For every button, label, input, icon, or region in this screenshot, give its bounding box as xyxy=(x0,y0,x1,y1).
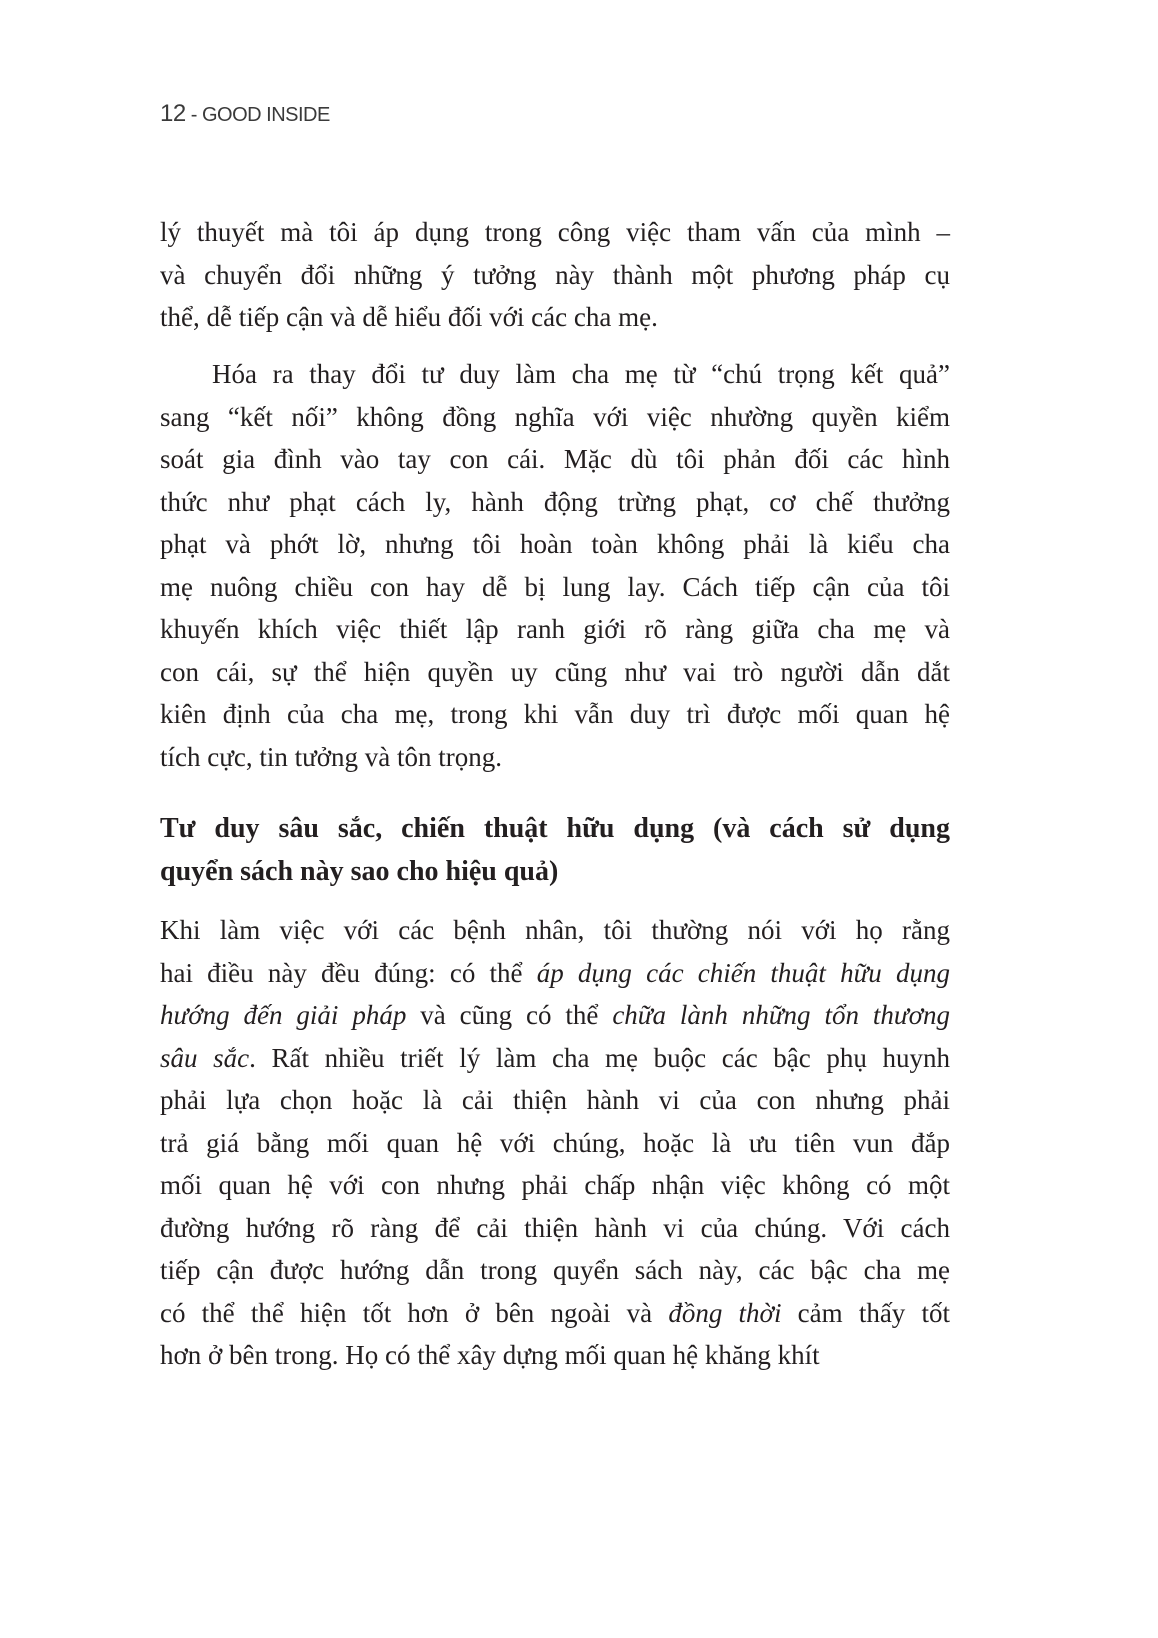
running-title: - GOOD INSIDE xyxy=(185,104,330,126)
text: . Rất nhiều triết lý làm cha mẹ buộc các bậc phụ huynh xyxy=(249,1042,950,1073)
text: hơn ở bên trong. Họ có thể xây dựng mối quan hệ khăng khít xyxy=(160,1340,820,1370)
text: kiên định của cha mẹ, trong khi vẫn duy trì được mối quan hệ xyxy=(160,699,950,729)
text: Hóa ra thay đổi tư duy làm cha mẹ từ “chú trọng kết quả” xyxy=(212,359,950,389)
paragraph-line xyxy=(160,1249,950,1291)
text: và chuyển đổi những ý tưởng này thành một phương pháp cụ xyxy=(160,259,950,290)
paragraph-line xyxy=(212,353,950,395)
paragraph-line xyxy=(160,1292,950,1334)
text: sang “kết nối” không đồng nghĩa với việc nhường quyền kiểm xyxy=(160,401,950,432)
italic-text: chữa lành những tổn thương xyxy=(612,1000,951,1030)
text: thức như phạt cách ly, hành động trừng phạt, cơ chế thưởng xyxy=(160,486,950,517)
text: thể, dễ tiếp cận và dễ hiểu đối với các cha mẹ. xyxy=(160,302,658,332)
text: quyển sách này sao cho hiệu quả) xyxy=(160,855,559,887)
italic-text: sâu sắc xyxy=(160,1042,250,1073)
paragraph-line xyxy=(160,1037,950,1079)
running-header xyxy=(160,100,330,128)
text: Khi làm việc với các bệnh nhân, tôi thường nói với họ rằng xyxy=(160,915,950,945)
paragraph-line xyxy=(160,994,950,1036)
text: có thể thể hiện tốt hơn ở bên ngoài và xyxy=(160,1297,669,1328)
paragraph-line xyxy=(160,296,950,338)
paragraph-line xyxy=(160,952,950,994)
text: con cái, sự thể hiện quyền uy cũng như vai trò người dẫn dắt xyxy=(160,656,950,687)
paragraph-line xyxy=(160,1164,950,1206)
text: tích cực, tin tưởng và tôn trọng. xyxy=(160,741,502,772)
italic-text: đồng thời xyxy=(668,1297,782,1328)
paragraph-line xyxy=(160,566,950,608)
text: hai điều này đều đúng: có thể xyxy=(160,957,537,988)
paragraph-line xyxy=(160,396,950,438)
paragraph-line xyxy=(160,909,950,951)
paragraph-line xyxy=(160,523,950,565)
text: mẹ nuông chiều con hay dễ bị lung lay. Cách tiếp cận của tôi xyxy=(160,571,950,602)
text: soát gia đình vào tay con cái. Mặc dù tôi phản đối các hình xyxy=(160,444,950,474)
text: phải lựa chọn hoặc là cải thiện hành vi của con nhưng phải xyxy=(160,1085,950,1115)
paragraph-line xyxy=(160,736,950,778)
text: đường hướng rõ ràng để cải thiện hành vi của chúng. Với cách xyxy=(160,1212,950,1243)
paragraph-line xyxy=(160,1079,950,1121)
section-heading-line xyxy=(160,808,950,850)
paragraph-line xyxy=(160,254,950,296)
text: khuyến khích việc thiết lập ranh giới rõ ràng giữa cha mẹ và xyxy=(160,614,950,644)
text: tiếp cận được hướng dẫn trong quyển sách này, các bậc cha mẹ xyxy=(160,1255,950,1285)
text: lý thuyết mà tôi áp dụng trong công việc tham vấn của mình – xyxy=(160,217,950,247)
paragraph-line xyxy=(160,1207,950,1249)
paragraph-line xyxy=(160,211,950,253)
section-heading-line xyxy=(160,851,950,893)
paragraph-line xyxy=(160,608,950,650)
paragraph-line xyxy=(160,438,950,480)
text: trả giá bằng mối quan hệ với chúng, hoặc là ưu tiên vun đắp xyxy=(160,1127,950,1158)
text: cảm thấy tốt xyxy=(781,1297,950,1328)
italic-text: áp dụng các chiến thuật hữu dụng xyxy=(536,957,950,988)
paragraph-line xyxy=(160,1334,950,1376)
paragraph-line xyxy=(160,1122,950,1164)
text: phạt và phớt lờ, nhưng tôi hoàn toàn không phải là kiểu cha xyxy=(160,529,950,559)
page-number: 12 xyxy=(160,100,186,127)
paragraph-line xyxy=(160,651,950,693)
paragraph-line xyxy=(160,693,950,735)
text: Tư duy sâu sắc, chiến thuật hữu dụng (và cách sử dụng xyxy=(160,813,950,844)
text: mối quan hệ với con nhưng phải chấp nhận việc không có một xyxy=(160,1170,950,1200)
italic-text: hướng đến giải pháp xyxy=(160,1000,407,1030)
paragraph-line xyxy=(160,481,950,523)
text: và cũng có thể xyxy=(406,1000,613,1030)
